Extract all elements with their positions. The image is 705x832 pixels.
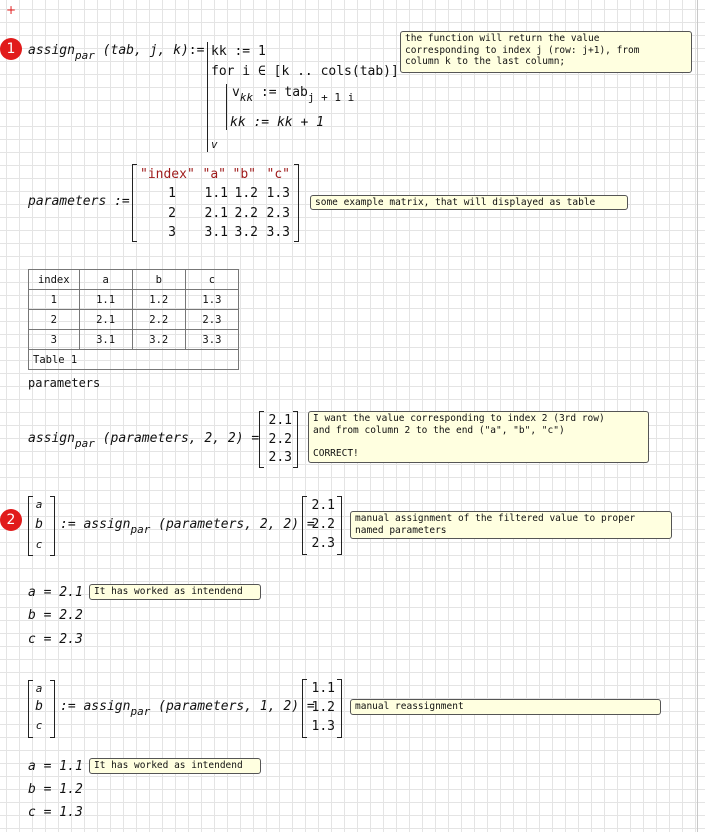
func-name: assign [28, 43, 75, 58]
matrix-cell: 1.3 [266, 186, 290, 201]
eval-a[interactable]: a = 2.1 [28, 585, 83, 600]
table-header-c[interactable]: c [185, 270, 238, 290]
result-bracket-right [337, 496, 342, 555]
func-sub: par [74, 437, 95, 450]
matrix-cell: 3 [168, 225, 176, 240]
table-caption: Table 1 [29, 350, 239, 370]
result-value: 2.1 [268, 413, 292, 428]
var-a: a [35, 682, 43, 695]
vars-bracket-right [50, 680, 55, 738]
matrix-header-a: "a" [202, 167, 226, 182]
func-args: (parameters, 2, 2) = [102, 431, 260, 446]
result-value: 1.3 [311, 719, 335, 734]
matrix-cell: 3.3 [266, 225, 290, 240]
table-cell[interactable]: 2.1 [79, 310, 132, 330]
matrix-cell: 1.1 [204, 186, 228, 201]
var-c: c [35, 719, 43, 732]
matrix-cell: 3.1 [204, 225, 228, 240]
define-operator: := [188, 43, 205, 58]
table-header-a[interactable]: a [79, 270, 132, 290]
result-value: 2.1 [311, 498, 335, 513]
var-c: c [35, 538, 43, 551]
table-header-b[interactable]: b [132, 270, 185, 290]
line3-index: j + 1 i [307, 91, 355, 104]
table-cell[interactable]: 3.1 [79, 330, 132, 350]
matrix-header-b: "b" [232, 167, 256, 182]
func-def-assign-par[interactable] [28, 42, 204, 60]
vars-bracket-right [50, 496, 55, 556]
func-sub: par [74, 49, 95, 62]
region-badge-2: 2 [0, 509, 22, 531]
matrix-cell: 2.2 [234, 206, 258, 221]
var-b: b [35, 699, 43, 714]
table-cell[interactable]: 3 [29, 330, 80, 350]
matrix-cell: 2 [168, 206, 176, 221]
table-cell[interactable]: 1.1 [79, 290, 132, 310]
matrix-cell: 1 [168, 186, 176, 201]
func-args: (parameters, 2, 2) = [158, 517, 315, 532]
note-worked-2[interactable]: It has worked as intendend [89, 758, 261, 774]
note-function-description[interactable]: the function will return the value corresponding to index j (row: j+1), from column k to the last column; [400, 31, 692, 73]
matrix-cell: 2.3 [266, 206, 290, 221]
table-1[interactable] [28, 269, 239, 370]
page-right-edge [697, 0, 698, 832]
eval-b[interactable]: b = 1.2 [28, 782, 83, 797]
matrix-header-index: "index" [140, 167, 195, 182]
insert-cursor-icon: + [6, 3, 17, 17]
region-badge-1: 1 [0, 38, 22, 60]
matrix-cell: 2.1 [204, 206, 228, 221]
table-cell[interactable]: 3.3 [185, 330, 238, 350]
table-cell[interactable]: 2 [29, 310, 80, 330]
func-sub: par [130, 523, 151, 536]
assign-op: := assign [60, 699, 131, 714]
matrix-cell: 1.2 [234, 186, 258, 201]
program-line-5[interactable]: v [211, 138, 218, 151]
table-cell[interactable]: 1.2 [132, 290, 185, 310]
matrix-cell: 3.2 [234, 225, 258, 240]
table-header-index[interactable]: index [29, 270, 80, 290]
matrix-bracket-right [294, 164, 299, 242]
result-value: 2.2 [311, 517, 335, 532]
table-cell[interactable]: 1.3 [185, 290, 238, 310]
func-args: (parameters, 1, 2) = [158, 699, 315, 714]
line3-lhs-sub: kk [239, 91, 254, 104]
result-value: 1.2 [311, 700, 335, 715]
table-cell[interactable]: 3.2 [132, 330, 185, 350]
loop-body-bar [226, 84, 227, 130]
eval-b[interactable]: b = 2.2 [28, 608, 83, 623]
note-worked-1[interactable]: It has worked as intendend [89, 584, 261, 600]
eval-a[interactable]: a = 1.1 [28, 759, 83, 774]
matrix-bracket-left [132, 164, 137, 242]
table-cell[interactable]: 1 [29, 290, 80, 310]
program-line-2[interactable]: for i ∈ [k .. cols(tab)] [211, 64, 399, 79]
func-args: (tab, j, k) [102, 43, 189, 58]
result-value: 2.3 [268, 450, 292, 465]
parameters-definition-lhs[interactable]: parameters := [28, 194, 130, 209]
table-cell[interactable]: 2.3 [185, 310, 238, 330]
program-line-4[interactable]: kk := kk + 1 [230, 115, 324, 130]
result-bracket-right [293, 411, 298, 468]
result-bracket-right [337, 679, 342, 738]
result-value: 2.3 [311, 536, 335, 551]
line3-lhs: v [232, 85, 240, 100]
note-manual-assignment[interactable]: manual assignment of the filtered value to proper named parameters [350, 511, 672, 539]
var-a: a [35, 498, 43, 511]
assign-op: := assign [60, 517, 131, 532]
matrix-header-c: "c" [266, 167, 290, 182]
result-value: 1.1 [311, 681, 335, 696]
note-manual-reassignment[interactable]: manual reassignment [350, 699, 661, 715]
assign-expression-2-2[interactable] [60, 516, 315, 534]
table-label: parameters [28, 376, 101, 390]
program-bar [207, 42, 208, 152]
note-example-matrix[interactable]: some example matrix, that will displayed as table [310, 195, 628, 210]
note-correct[interactable]: I want the value corresponding to index 2 (3rd row) and from column 2 to the end ("a", "b", "c") CORRECT! [308, 411, 649, 463]
result-value: 2.2 [268, 432, 292, 447]
eval-c[interactable]: c = 1.3 [28, 805, 83, 820]
func-sub: par [130, 705, 151, 718]
eval-c[interactable]: c = 2.3 [28, 632, 83, 647]
table-cell[interactable]: 2.2 [132, 310, 185, 330]
program-line-1[interactable]: kk := 1 [211, 44, 266, 59]
func-name: assign [28, 431, 75, 446]
program-line-3[interactable] [232, 84, 354, 102]
line3-rhs: := tab [260, 85, 308, 100]
var-b: b [35, 517, 43, 532]
eval-assign-par-2-2[interactable] [28, 430, 259, 448]
assign-expression-1-2[interactable] [60, 698, 315, 716]
